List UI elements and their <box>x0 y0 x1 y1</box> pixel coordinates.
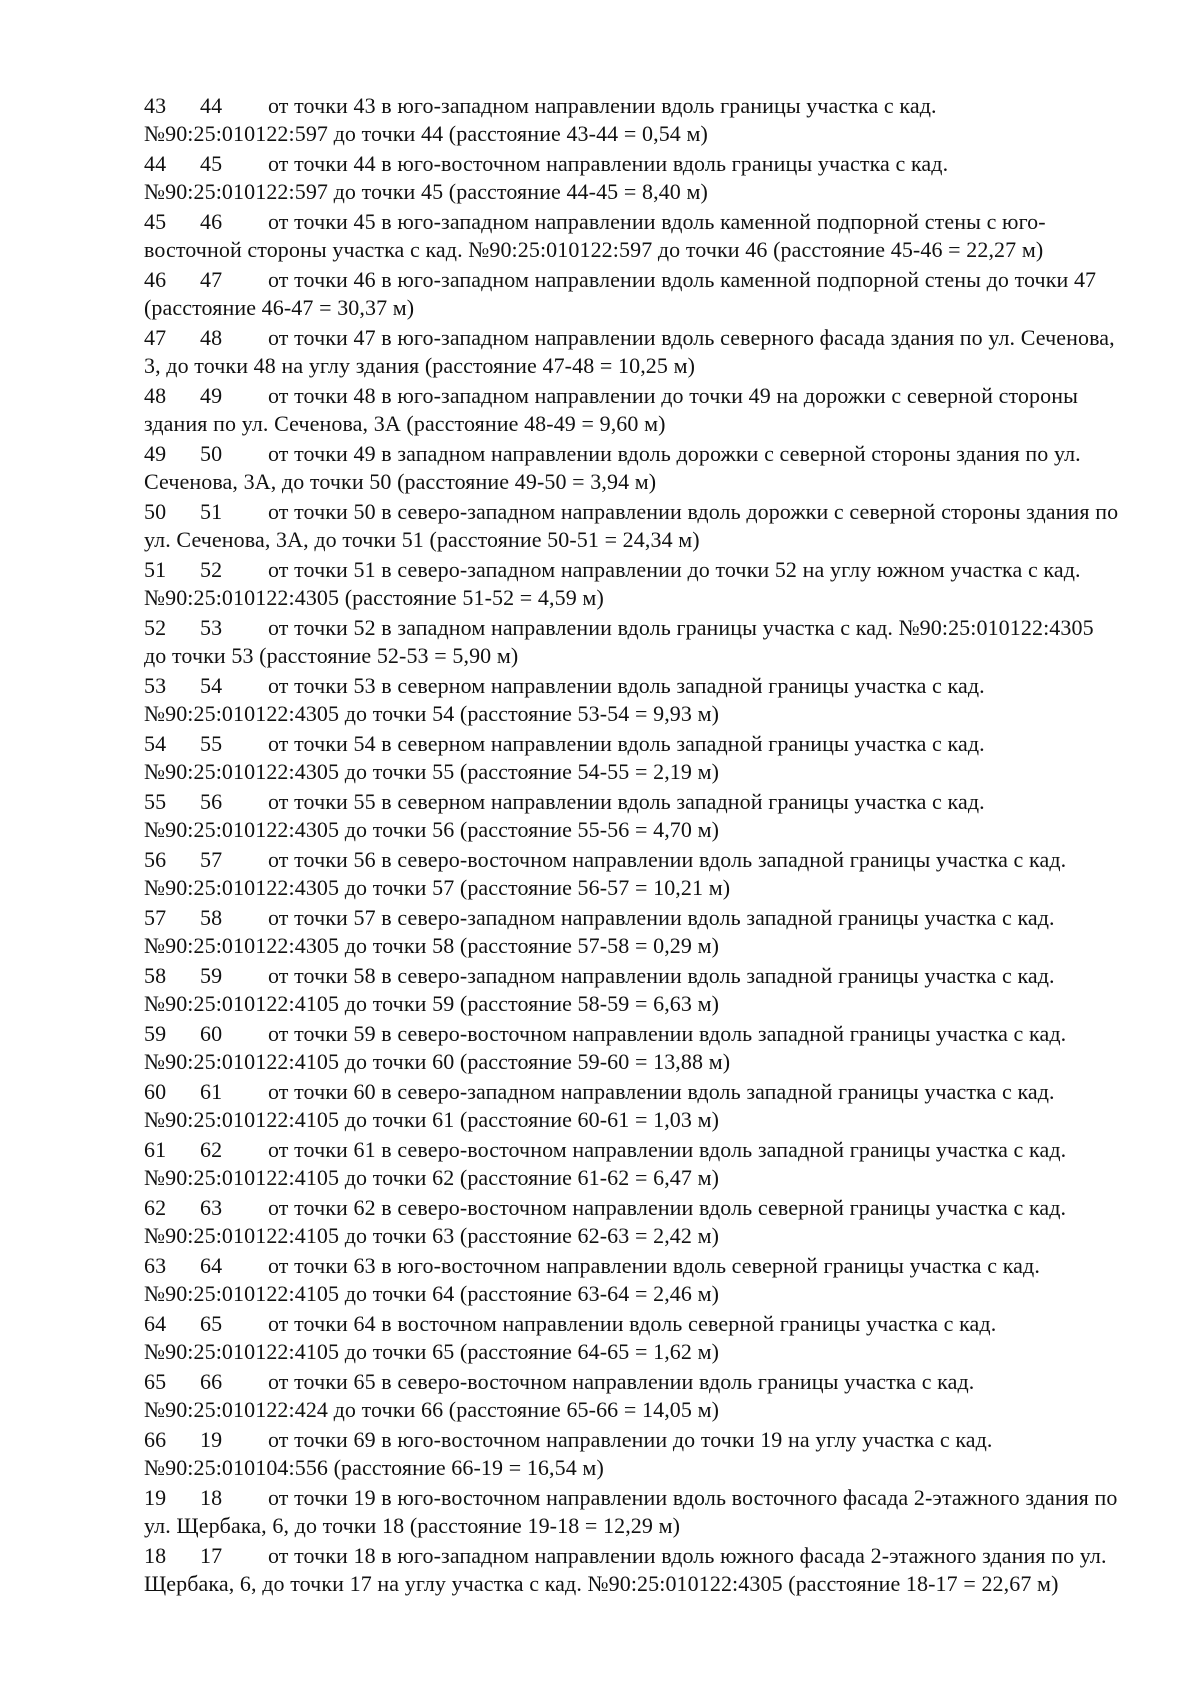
to-point-number: 64 <box>200 1253 223 1278</box>
boundary-entry <box>144 266 1119 322</box>
from-point-number: 64 <box>144 1311 167 1336</box>
segment-description: от точки 63 в юго-восточном направлении вдоль северной границы участка с кад. №90:25:010122:4105 до точки 64 (расстояние 63-64 = 2,46 м) <box>144 1253 1040 1306</box>
from-point-number: 45 <box>144 209 167 234</box>
segment-description: от точки 43 в юго-западном направлении вдоль границы участка с кад. №90:25:010122:597 до точки 44 (расстояние 43-44 = 0,54 м) <box>144 93 937 146</box>
to-point-number: 59 <box>200 963 223 988</box>
boundary-entry <box>144 382 1119 438</box>
from-point-number: 49 <box>144 441 167 466</box>
segment-description: от точки 47 в юго-западном направлении вдоль северного фасада здания по ул. Сеченова, 3, до точки 48 на углу здания (расстояние 47-48 = 10,25 м) <box>144 325 1115 378</box>
to-point-number: 58 <box>200 905 223 930</box>
to-point-number: 49 <box>200 383 223 408</box>
from-point-number: 63 <box>144 1253 167 1278</box>
from-point-number: 60 <box>144 1079 167 1104</box>
boundary-entry <box>144 672 1119 728</box>
segment-description: от точки 55 в северном направлении вдоль западной границы участка с кад. №90:25:010122:4305 до точки 56 (расстояние 55-56 = 4,70 м) <box>144 789 985 842</box>
to-point-number: 18 <box>200 1485 223 1510</box>
to-point-number: 51 <box>200 499 223 524</box>
boundary-entry <box>144 1484 1119 1540</box>
from-point-number: 52 <box>144 615 167 640</box>
segment-description: от точки 54 в северном направлении вдоль западной границы участка с кад. №90:25:010122:4305 до точки 55 (расстояние 54-55 = 2,19 м) <box>144 731 985 784</box>
boundary-entry <box>144 1252 1119 1308</box>
to-point-number: 55 <box>200 731 223 756</box>
from-point-number: 43 <box>144 93 167 118</box>
from-point-number: 66 <box>144 1427 167 1452</box>
segment-description: от точки 45 в юго-западном направлении вдоль каменной подпорной стены с юго-восточной стороны участка с кад. №90:25:010122:597 до точки 46 (расстояние 45-46 = 22,27 м) <box>144 209 1046 262</box>
to-point-number: 57 <box>200 847 223 872</box>
to-point-number: 17 <box>200 1543 223 1568</box>
segment-description: от точки 60 в северо-западном направлении вдоль западной границы участка с кад. №90:25:010122:4105 до точки 61 (расстояние 60-61 = 1,03 м) <box>144 1079 1055 1132</box>
from-point-number: 19 <box>144 1485 167 1510</box>
boundary-entry <box>144 1310 1119 1366</box>
to-point-number: 50 <box>200 441 223 466</box>
from-point-number: 46 <box>144 267 167 292</box>
boundary-entry <box>144 1020 1119 1076</box>
from-point-number: 59 <box>144 1021 167 1046</box>
from-point-number: 55 <box>144 789 167 814</box>
from-point-number: 18 <box>144 1543 167 1568</box>
segment-description: от точки 58 в северо-западном направлении вдоль западной границы участка с кад. №90:25:010122:4105 до точки 59 (расстояние 58-59 = 6,63 м) <box>144 963 1055 1016</box>
boundary-entry <box>144 1368 1119 1424</box>
segment-description: от точки 65 в северо-восточном направлении вдоль границы участка с кад. №90:25:010122:424 до точки 66 (расстояние 65-66 = 14,05 м) <box>144 1369 975 1422</box>
to-point-number: 48 <box>200 325 223 350</box>
from-point-number: 54 <box>144 731 167 756</box>
from-point-number: 48 <box>144 383 167 408</box>
from-point-number: 58 <box>144 963 167 988</box>
boundary-entry <box>144 1426 1119 1482</box>
boundary-entry <box>144 440 1119 496</box>
segment-description: от точки 64 в восточном направлении вдоль северной границы участка с кад. №90:25:010122:4105 до точки 65 (расстояние 64-65 = 1,62 м) <box>144 1311 997 1364</box>
from-point-number: 44 <box>144 151 167 176</box>
segment-description: от точки 53 в северном направлении вдоль западной границы участка с кад. №90:25:010122:4305 до точки 54 (расстояние 53-54 = 9,93 м) <box>144 673 985 726</box>
to-point-number: 65 <box>200 1311 223 1336</box>
from-point-number: 50 <box>144 499 167 524</box>
boundary-entry <box>144 208 1119 264</box>
to-point-number: 54 <box>200 673 223 698</box>
boundary-entry <box>144 846 1119 902</box>
segment-description: от точки 56 в северо-восточном направлении вдоль западной границы участка с кад. №90:25:010122:4305 до точки 57 (расстояние 56-57 = 10,21 м) <box>144 847 1067 900</box>
from-point-number: 65 <box>144 1369 167 1394</box>
boundary-entry <box>144 556 1119 612</box>
boundary-entry <box>144 962 1119 1018</box>
to-point-number: 52 <box>200 557 223 582</box>
boundary-entry <box>144 92 1119 148</box>
from-point-number: 61 <box>144 1137 167 1162</box>
boundary-entry <box>144 1078 1119 1134</box>
to-point-number: 19 <box>200 1427 223 1452</box>
segment-description: от точки 19 в юго-восточном направлении вдоль восточного фасада 2-этажного здания по ул. Щербака, 6, до точки 18 (расстояние 19-18 = 12,29 м) <box>144 1485 1118 1538</box>
segment-description: от точки 46 в юго-западном направлении вдоль каменной подпорной стены до точки 47 (расстояние 46-47 = 30,37 м) <box>144 267 1097 320</box>
to-point-number: 63 <box>200 1195 223 1220</box>
boundary-entry <box>144 1542 1119 1598</box>
to-point-number: 45 <box>200 151 223 176</box>
to-point-number: 61 <box>200 1079 223 1104</box>
boundary-description-list <box>144 92 1119 1600</box>
segment-description: от точки 52 в западном направлении вдоль границы участка с кад. №90:25:010122:4305 до точки 53 (расстояние 52-53 = 5,90 м) <box>144 615 1094 668</box>
from-point-number: 51 <box>144 557 167 582</box>
segment-description: от точки 57 в северо-западном направлении вдоль западной границы участка с кад. №90:25:010122:4305 до точки 58 (расстояние 57-58 = 0,29 м) <box>144 905 1055 958</box>
to-point-number: 66 <box>200 1369 223 1394</box>
to-point-number: 53 <box>200 615 223 640</box>
boundary-entry <box>144 614 1119 670</box>
boundary-entry <box>144 324 1119 380</box>
segment-description: от точки 49 в западном направлении вдоль дорожки с северной стороны здания по ул. Сеченова, 3А, до точки 50 (расстояние 49-50 = 3,94 м) <box>144 441 1081 494</box>
segment-description: от точки 50 в северо-западном направлении вдоль дорожки с северной стороны здания по ул. Сеченова, 3А, до точки 51 (расстояние 50-51 = 24,34 м) <box>144 499 1119 552</box>
boundary-entry <box>144 1136 1119 1192</box>
from-point-number: 57 <box>144 905 167 930</box>
from-point-number: 62 <box>144 1195 167 1220</box>
from-point-number: 53 <box>144 673 167 698</box>
segment-description: от точки 44 в юго-восточном направлении вдоль границы участка с кад. №90:25:010122:597 до точки 45 (расстояние 44-45 = 8,40 м) <box>144 151 949 204</box>
boundary-entry <box>144 1194 1119 1250</box>
segment-description: от точки 59 в северо-восточном направлении вдоль западной границы участка с кад. №90:25:010122:4105 до точки 60 (расстояние 59-60 = 13,88 м) <box>144 1021 1067 1074</box>
boundary-entry <box>144 904 1119 960</box>
boundary-entry <box>144 498 1119 554</box>
to-point-number: 60 <box>200 1021 223 1046</box>
segment-description: от точки 62 в северо-восточном направлении вдоль северной границы участка с кад. №90:25:010122:4105 до точки 63 (расстояние 62-63 = 2,42 м) <box>144 1195 1067 1248</box>
to-point-number: 47 <box>200 267 223 292</box>
segment-description: от точки 61 в северо-восточном направлении вдоль западной границы участка с кад. №90:25:010122:4105 до точки 62 (расстояние 61-62 = 6,47 м) <box>144 1137 1067 1190</box>
boundary-entry <box>144 730 1119 786</box>
segment-description: от точки 48 в юго-западном направлении до точки 49 на дорожки с северной стороны здания по ул. Сеченова, 3А (расстояние 48-49 = 9,60 м) <box>144 383 1078 436</box>
boundary-entry <box>144 150 1119 206</box>
boundary-entry <box>144 788 1119 844</box>
to-point-number: 62 <box>200 1137 223 1162</box>
to-point-number: 44 <box>200 93 223 118</box>
segment-description: от точки 51 в северо-западном направлении до точки 52 на углу южном участка с кад. №90:25:010122:4305 (расстояние 51-52 = 4,59 м) <box>144 557 1081 610</box>
to-point-number: 56 <box>200 789 223 814</box>
segment-description: от точки 18 в юго-западном направлении вдоль южного фасада 2-этажного здания по ул. Щербака, 6, до точки 17 на углу участка с кад. №90:25:010122:4305 (расстояние 18-17 = 22,67 м) <box>144 1543 1107 1596</box>
from-point-number: 56 <box>144 847 167 872</box>
to-point-number: 46 <box>200 209 223 234</box>
from-point-number: 47 <box>144 325 167 350</box>
segment-description: от точки 69 в юго-восточном направлении до точки 19 на углу участка с кад. №90:25:010104:556 (расстояние 66-19 = 16,54 м) <box>144 1427 993 1480</box>
